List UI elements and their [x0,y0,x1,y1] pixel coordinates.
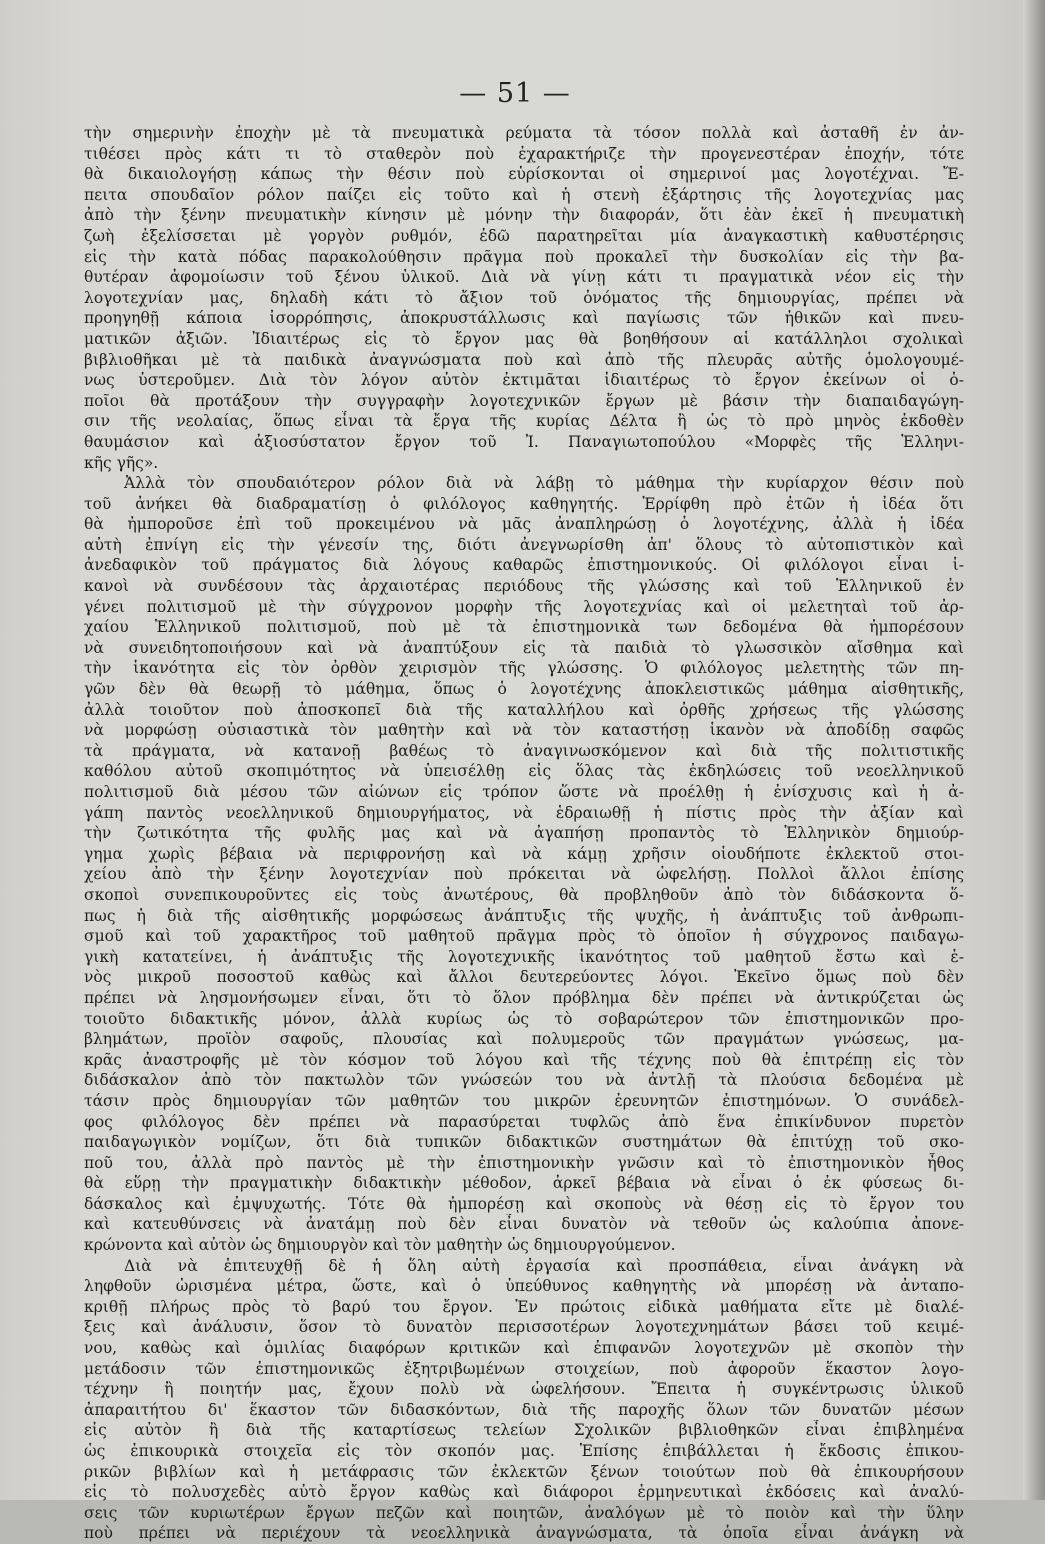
text-line: ρικῶν βιβλίων καὶ ἡ μετάφρασις τῶν ἐκλεκτῶν ξένων τοιούτων ποὺ θὰ ἐπικουρήσουν [84,1462,964,1481]
text-line: κανοὶ νὰ συνδέσουν τὰς ἀρχαιοτέρας περιόδους τῆς γλώσσης καὶ τοῦ Ἑλληνικοῦ ἐν [84,577,964,596]
text-line: εἰς τὴν κατὰ πόδας παρακολούθησιν πρᾶγμα ποὺ προκαλεῖ τὴν δυσκολίαν εἰς τὴν βα- [84,247,964,266]
text-line: ποῦ του, ἀλλὰ πρὸ παντὸς μὲ τὴν ἐπιστημονικὴν γνῶσιν καὶ τὸ ἐπιστημονικὸν ἦθος [84,1153,964,1172]
text-line: γικὴ κατατείνει, ἡ ἀνάπτυξις τῆς λογοτεχνικῆς ἱκανότητος τοῦ μαθητοῦ ἔστω καὶ ἑ- [84,947,964,966]
text-line: ὡς ἐπικουρικὰ στοιχεῖα εἰς τὸν σκοπόν μας. Ἐπίσης ἐπιβάλλεται ἡ ἔκδοσις ἐπικου- [84,1442,964,1460]
text-line: νὰ συνειδητοποιήσουν καὶ νὰ ἀναπτύξουν εἰς τὰ παιδιὰ τὸ γλωσσικὸν αἴσθημα καὶ [84,638,964,657]
text-line: γημα χωρὶς βέβαια νὰ περιφρονήσῃ καὶ νὰ κάμῃ χρῆσιν οἱουδήποτε ἐκλεκτοῦ στοι- [84,844,964,863]
text-line: νὸς μικροῦ ποσοστοῦ καθὼς καὶ ἄλλοι δευτερεύοντες λόγοι. Ἐκεῖνο ὅμως ποὺ δὲν [84,968,964,987]
text-line: χαίου Ἑλληνικοῦ πολιτισμοῦ, ποὺ μὲ τὰ ἐπιστημονικὰ των δεδομένα θὰ ἠμπορέσουν [84,618,964,637]
text-line: ποῖοι θὰ προτάξουν τὴν συγγραφὴν λογοτεχνικῶν ἔργων μὲ βάσιν τὴν διαπαιδαγώγη- [84,391,964,410]
text-line: πειτα σπουδαῖον ρόλον παίζει εἰς τοῦτο καὶ ἡ στενὴ ἐξάρτησις τῆς λογοτεχνίας μας [84,185,964,204]
page-edge-shadow [1023,0,1045,1500]
paragraph-1 [84,123,964,473]
text-line: προηγηθῇ κάποια ἰσορρόπησις, ἀποκρυστάλλωσις καὶ παγίωσις τῶν ἠθικῶν καὶ πνευ- [84,309,964,328]
text-line: ἀπαραιτήτου δι' ἕκαστον τῶν διδασκόντων, διὰ τῆς παροχῆς ὅλων τῶν δυνατῶν μέσων [84,1400,964,1419]
text-line: τὴν ζωτικότητα τῆς φυλῆς μας καὶ νὰ ἀγαπήσῃ προπαντὸς τὸ Ἑλληνικὸν δημιούρ- [84,824,964,843]
text-line: ληφθοῦν ὡρισμένα μέτρα, ὥστε, καὶ ὁ ὑπεύθυνος καθηγητὴς νὰ μπορέσῃ νὰ ἀνταπο- [84,1277,964,1296]
text-line: ξεις καὶ ἀνάλυσιν, ὅσον τὸ δυνατὸν περισσοτέρων λογοτεχνημάτων βάσει τοῦ κειμέ- [84,1318,964,1337]
body-text [84,123,964,1544]
text-line: εἰς τὸ πολυσχεδὲς αὐτὸ ἔργον καθὼς καὶ διάφοροι ἑρμηνευτικαὶ ἐκδόσεις καὶ ἀναλύ- [84,1483,964,1502]
text-line: χείου ἀπὸ τὴν ξένην λογοτεχνίαν ποὺ πρόκειται νὰ ὠφελήσῃ. Πολλοὶ ἄλλοι ἐπίσης [84,865,964,884]
text-line: σκοποὶ συνεπικουροῦντες εἰς τοὺς ἀνωτέρους, θὰ προβληθοῦν ἀπὸ τὸν διδάσκοντα ὅ- [84,885,964,904]
text-line: δάσκαλος καὶ ἐμψυχωτής. Τότε θὰ ἠμπορέσῃ καὶ σκοποὺς νὰ θέσῃ εἰς τὸ ἔργον του [84,1194,964,1213]
text-line: πρέπει νὰ λησμονήσωμεν εἶναι, ὅτι τὸ ὅλον πρόβλημα δὲν πρέπει νὰ ἀντικρύζεται ὡς [84,988,964,1007]
text-line: τὴν σημερινὴν ἐποχὴν μὲ τὰ πνευματικὰ ρεύματα τὰ τόσον πολλὰ καὶ ἀσταθῆ ἐν ἀν- [84,124,964,142]
text-line: τέχνην ἢ ποιητήν μας, ἔχουν πολὺ νὰ ὠφελήσουν. Ἔπειτα ἡ συγκέντρωσις ὑλικοῦ [84,1380,964,1399]
text-line: νου, καθὼς καὶ ὁμιλίας διαφόρων κριτικῶν καὶ ἐπιφανῶν λογοτεχνῶν μὲ σκοπὸν τὴν [84,1339,964,1358]
paragraph-3 [84,1256,964,1544]
text-line: τὴν ἱκανότητα εἰς τὸν ὀρθὸν χειρισμὸν τῆς γλώσσης. Ὁ φιλόλογος μελετητὴς τῶν πη- [84,659,964,678]
text-line: μετάδοσιν τῶν ἐπιστημονικῶς ἐξητριβωμένων στοιχείων, ποὺ ἀφοροῦν ἕκαστον λογο- [84,1359,964,1378]
text-line: ματικῶν ἀξιῶν. Ἰδιαιτέρως εἰς τὸ ἔργον μας θὰ βοηθήσουν αἱ κατάλληλοι σχολικαὶ [84,329,964,348]
text-line: αὐτὴ ἐπνίγη εἰς τὴν γένεσίν της, διότι ἀνεγνωρίσθη ἀπ' ὅλους τὸ αὐτοπιστικὸν καὶ [84,535,964,554]
text-line: βλημάτων, προϊὸν σαφοῦς, πλουσίας καὶ πολυμεροῦς τῶν πραγμάτων γνώσεως, μα- [84,1030,964,1049]
text-line: γῶν δὲν θὰ θεωρῇ τὸ μάθημα, ὅπως ὁ λογοτέχνης ἀποκλειστικῶς μάθημα αἰσθητικῆς, [84,680,964,699]
text-line: διδάσκαλον ἀπὸ τὸν πακτωλὸν τῶν γνώσεών του νὰ ἀντλῇ τὰ πλούσια δεδομένα μὲ [84,1071,964,1090]
text-line: ἀπὸ τὴν ξένην πνευματικὴν κίνησιν μὲ μόνην τὴν διαφοράν, ὅτι ἐὰν ἐκεῖ ἡ πνευματικὴ [84,206,964,225]
text-line: σμοῦ καὶ τοῦ χαρακτῆρος τοῦ μαθητοῦ πρᾶγμα πρὸς τὸ ὁποῖον ἡ σύγχρονος παιδαγω- [84,927,964,946]
paragraph-2 [84,473,964,1256]
page-number: — 51 — [459,78,571,109]
text-line: τοῦ ἀνήκει θὰ διαδραματίσῃ ὁ φιλόλογος καθηγητής. Ἐρρίφθη πρὸ ἐτῶν ἡ ἰδέα ὅτι [84,494,964,513]
text-line: πολιτισμοῦ διὰ μέσου τῶν αἰώνων εἰς τρόπον ὥστε νὰ προέλθῃ ἡ ἐνίσχυσις καὶ ἡ ἀ- [84,783,964,801]
text-line: παιδαγωγικὸν νομίζων, ὅτι διὰ τυπικῶν διδακτικῶν συστημάτων θὰ ἐπιτύχῃ τοῦ σκο- [84,1133,964,1152]
text-line: εἰς αὐτὸν ἢ διὰ τῆς καταρτίσεως τελείων Σχολικῶν βιβλιοθηκῶν εἶναι ἐπιβλημένα [84,1421,964,1440]
text-line: λογοτεχνίαν μας, δηλαδὴ κάτι τὸ ἄξιον τοῦ ὀνόματος τῆς δημιουργίας, πρέπει νὰ [84,288,964,307]
text-line: ἀλλὰ τοιοῦτον ποὺ ἀποσκοπεῖ διὰ τῆς καταλλήλου καὶ ὀρθῆς χρήσεως τῆς γλώσσης [84,700,964,719]
text-line: καθόλου αὐτοῦ σκοπιμότητος νὰ ὑπεισέλθῃ εἰς ὅλας τὰς ἐκδηλώσεις τοῦ νεοελληνικοῦ [84,762,964,781]
text-line: βιβλιοθῆκαι μὲ τὰ παιδικὰ ἀναγνώσματα ποὺ καὶ ἀπὸ τῆς πλευρᾶς αὐτῆς ὁμολογουμέ- [84,350,964,369]
text-line: γένει πολιτισμοῦ μὲ τὴν σύγχρονον μορφὴν τῆς λογοτεχνίας καὶ οἱ μελετηταὶ τοῦ ἀρ- [84,597,964,616]
text-line: ἀνεδαφικὸν τοῦ πράγματος διὰ λόγους καθαρῶς ἐπιστημονικούς. Οἱ φιλόλογοι εἶναι ἱ- [84,556,964,575]
text-line: καὶ κατευθύνσεις νὰ ἀνατάμῃ ποὺ δὲν εἶναι δυνατὸν νὰ τεθοῦν ὡς καλούπια ἀπονε- [84,1215,964,1234]
text-line: Ἀλλὰ τὸν σπουδαιότερον ρόλον διὰ νὰ λάβῃ τὸ μάθημα τὴν κυρίαρχον θέσιν ποὺ [124,474,964,493]
text-line: κριθῇ πλήρως πρὸς τὸ βαρύ του ἔργον. Ἐν πρώτοις εἰδικὰ μαθήματα εἴτε μὲ διαλέ- [84,1297,964,1316]
text-line: τοιοῦτο διδακτικῆς μόνον, ἀλλὰ κυρίως ὡς τὸ σοβαρώτερον τῶν ἐπιστημονικῶν προ- [84,1009,964,1028]
text-line: νὰ μορφώσῃ οὐσιαστικὰ τὸν μαθητὴν καὶ νὰ τὸν καταστήσῃ ἱκανὸν νὰ ἀποδίδῃ σαφῶς [84,721,964,740]
text-line: θὰ ἠμποροῦσε ἐπὶ τοῦ προκειμένου νὰ μᾶς ἀναπληρώσῃ ὁ λογοτέχνης, ἀλλὰ ἡ ἰδέα [84,515,964,534]
text-line: θὰ δικαιολογήσῃ κάπως τὴν θέσιν ποὺ εὑρίσκονται οἱ σημερινοί μας λογοτέχναι. Ἔ- [84,165,964,184]
text-line: θυτέραν ἀφομοίωσιν τοῦ ξένου ὑλικοῦ. Διὰ νὰ γίνῃ κάτι τι πραγματικὰ νέον εἰς τὴν [84,268,964,287]
text-line: σιν τῆς νεολαίας, ὅπως εἶναι τὰ ἔργα τῆς κυρίας Δέλτα ἢ ὡς τὸ πρὸ μηνὸς ἐκδοθὲν [84,412,964,431]
text-line: σεις τῶν κυριωτέρων ἔργων πεζῶν καὶ ποιητῶν, ἀναλόγων μὲ τὸ ποιὸν καὶ τὴν ὕλην [84,1503,964,1522]
text-line: φος φιλόλογος δὲν πρέπει νὰ παρασύρεται τυφλῶς ἀπὸ ἕνα ἐπικίνδυνον πυρετὸν [84,1112,964,1131]
text-line: πως ἡ διὰ τῆς αἰσθητικῆς μορφώσεως ἀνάπτυξις τῆς ψυχῆς, ἡ ἀνάπτυξις τοῦ ἀνθρωπι- [84,906,964,925]
text-line: θὰ εὕρῃ τὴν πραγματικὴν διδακτικὴν μέθοδον, ἀρκεῖ βέβαια νὰ εἶναι ὁ ἐκ φύσεως δι- [84,1174,964,1193]
text-line: τὰ πράγματα, νὰ κατανοῇ βαθέως τὸ ἀναγινωσκόμενον καὶ διὰ τῆς πολιτιστικῆς [84,741,964,760]
text-line: ζωὴ ἐξελίσσεται μὲ γοργὸν ρυθμόν, ἐδῶ παρατηρεῖται μία ἀναγκαστικὴ καθυστέρησις [84,226,964,245]
text-line: κρώνοντα καὶ αὐτὸν ὡς δημιουργὸν καὶ τὸν μαθητὴν ὡς δημιουργούμενον. [84,1236,676,1255]
text-line: τιθέσει πρὸς κάτι τι τὸ σταθερὸν ποὺ ἐχαρακτήριζε τὴν προγενεστέραν ἐποχήν, τότε [84,144,964,163]
text-line: Διὰ νὰ ἐπιτευχθῇ δὲ ἡ ὅλη αὐτὴ ἐργασία καὶ προσπάθεια, εἶναι ἀνάγκη νὰ [124,1256,964,1275]
text-line: κῆς γῆς». [84,453,159,472]
text-line: θαυμάσιον καὶ ἀξιοσύστατον ἔργον τοῦ Ἰ. Παναγιωτοπούλου «Μορφὲς τῆς Ἑλληνι- [84,432,964,451]
text-line: κρᾶς ἀναστροφῆς μὲ τὸν κόσμον τοῦ λόγου καὶ τῆς τέχνης ποὺ θὰ ἐπιτρέπῃ εἰς τὸν [84,1050,964,1069]
text-line: τάσιν πρὸς δημιουργίαν τῶν μαθητῶν του μικρῶν ἐρευνητῶν ἐπιστημόνων. Ὁ συνάδελ- [84,1091,964,1110]
text-line: γάπη παντὸς νεοελληνικοῦ δημιουργήματος, νὰ ἑδραιωθῇ ἡ πίστις πρὸς τὴν ἀξίαν καὶ [84,803,964,822]
text-line: νως ὑστεροῦμεν. Διὰ τὸν λόγον αὐτὸν ἐκτιμᾶται ἰδιαιτέρως τὸ ἔργον ἐκείνων οἱ ὁ- [84,371,964,390]
text-line: ποὺ πρέπει νὰ περιέχουν τὰ νεοελληνικὰ ἀναγνώσματα, τὰ ὁποῖα εἶναι ἀνάγκη νὰ [84,1524,964,1543]
